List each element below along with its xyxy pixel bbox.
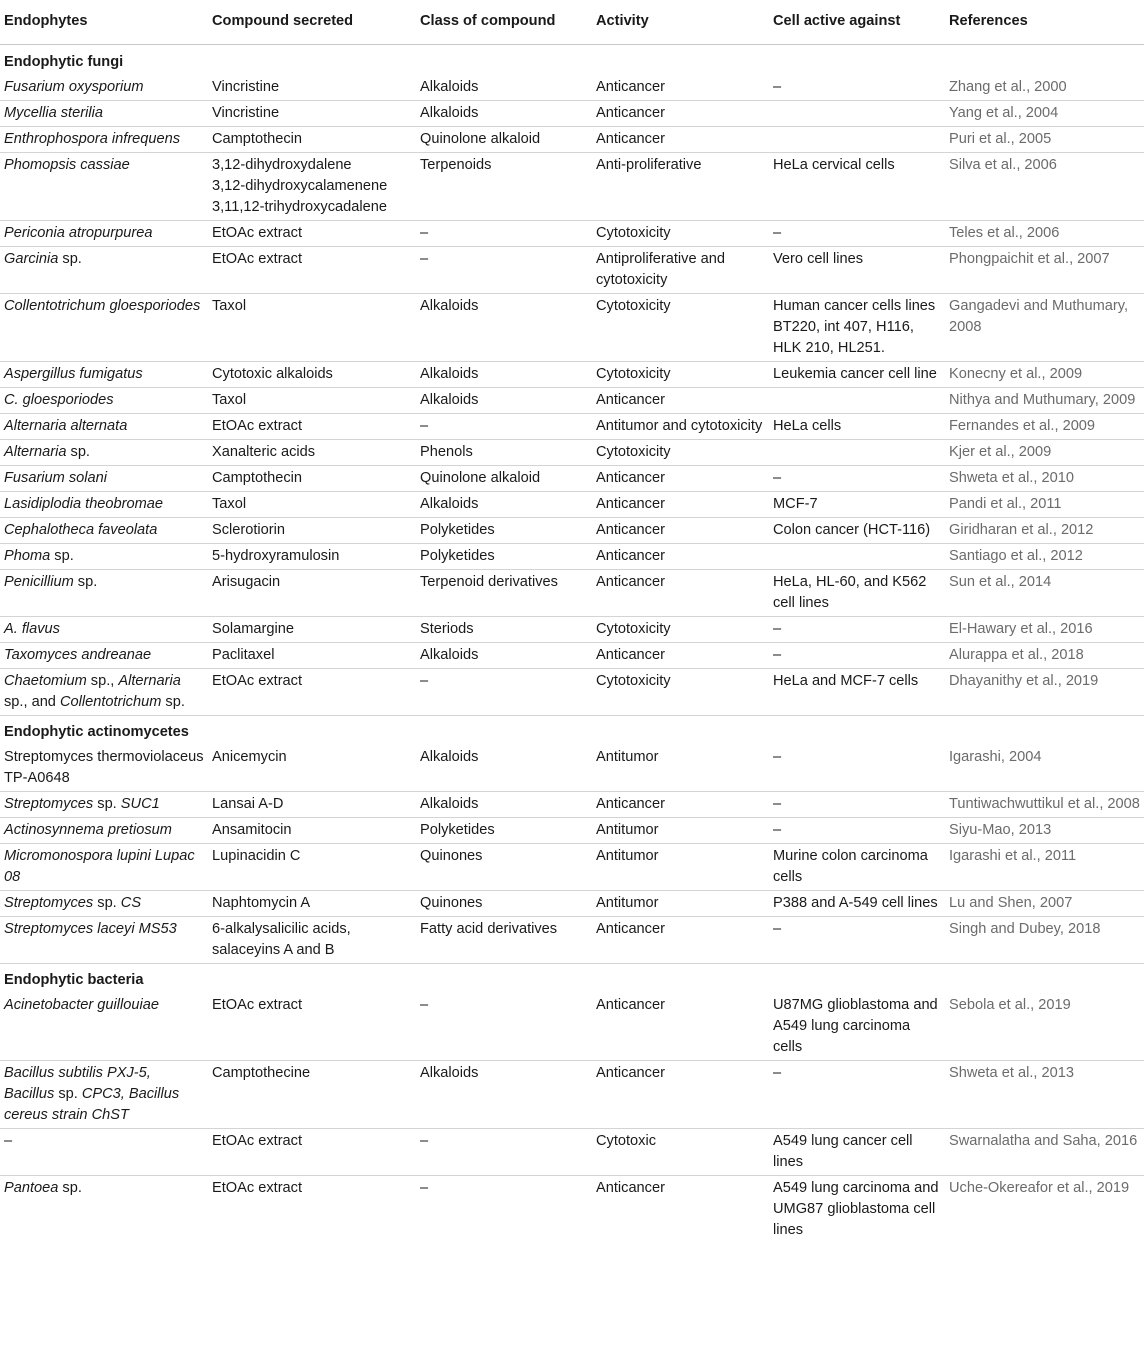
table-row [0, 617, 1144, 643]
endophyte-name-part: Phoma [4, 548, 51, 564]
table-row [0, 294, 1144, 362]
compound-name: EtOAc extract [212, 251, 303, 267]
compound-name: 5-hydroxyramulosin [212, 548, 340, 564]
cell-endophyte [0, 440, 208, 466]
cell-activity: Anticancer [592, 101, 769, 127]
cell-activity: Antitumor [592, 818, 769, 844]
table-row [0, 844, 1144, 891]
table-row [0, 1176, 1144, 1244]
endophyte-name-part: sp. [93, 895, 121, 911]
compound-name: Naphtomycin A [212, 895, 311, 911]
cell-reference: Teles et al., 2006 [945, 221, 1144, 247]
cell-endophyte [0, 153, 208, 221]
cell-active-against: HeLa, HL-60, and K562 cell lines [769, 570, 945, 617]
cell-endophyte [0, 414, 208, 440]
cell-activity: Antitumor and cytotoxicity [592, 414, 769, 440]
compound-name: Sclerotiorin [212, 522, 285, 538]
table-row [0, 221, 1144, 247]
table-row [0, 75, 1144, 101]
cell-class-of-compound: Quinolone alkaloid [416, 127, 592, 153]
cell-activity: Anticancer [592, 127, 769, 153]
cell-compound-secreted [208, 518, 416, 544]
endophyte-name-part: sp. [50, 548, 74, 564]
endophyte-name-part: sp. [73, 574, 98, 590]
cell-compound-secreted [208, 1061, 416, 1129]
endophyte-name-part: Fusarium solani [4, 470, 108, 486]
cell-activity: Cytotoxicity [592, 294, 769, 362]
cell-activity: Anticancer [592, 570, 769, 617]
endophyte-name-part: CPC3, Bacillus cereus strain ChST [4, 1086, 180, 1123]
cell-endophyte [0, 492, 208, 518]
cell-compound-secreted [208, 570, 416, 617]
compound-name: Camptothecine [212, 1065, 311, 1081]
endophyte-name-part: Chaetomium [4, 673, 87, 689]
endophyte-name-part: Periconia atropurpurea [4, 225, 153, 241]
cell-active-against: – [769, 221, 945, 247]
cell-active-against [769, 101, 945, 127]
cell-activity: Antitumor [592, 745, 769, 792]
cell-activity: Antiproliferative and cytotoxicity [592, 247, 769, 294]
cell-class-of-compound: Polyketides [416, 544, 592, 570]
cell-compound-secreted [208, 75, 416, 101]
section-header-row [0, 45, 1144, 76]
cell-reference: Puri et al., 2005 [945, 127, 1144, 153]
endophyte-name-part: Alternaria [118, 673, 181, 689]
cell-compound-secreted [208, 153, 416, 221]
cell-active-against: – [769, 792, 945, 818]
cell-activity: Anticancer [592, 544, 769, 570]
endophyte-name-part: Phomopsis cassiae [4, 157, 130, 173]
endophyte-name-part: A. flavus [4, 621, 60, 637]
cell-activity: Anti-proliferative [592, 153, 769, 221]
cell-active-against: P388 and A-549 cell lines [769, 891, 945, 917]
cell-class-of-compound: Polyketides [416, 818, 592, 844]
cell-compound-secreted [208, 792, 416, 818]
compound-name: EtOAc extract [212, 673, 303, 689]
cell-active-against: – [769, 1061, 945, 1129]
cell-class-of-compound: Phenols [416, 440, 592, 466]
endophyte-name-part: SUC1 [120, 796, 160, 812]
compound-name: EtOAc extract [212, 225, 303, 241]
table-row [0, 1129, 1144, 1176]
cell-endophyte [0, 891, 208, 917]
cell-activity: Cytotoxicity [592, 617, 769, 643]
cell-endophyte [0, 669, 208, 716]
endophyte-name-part: Streptomyces [4, 895, 94, 911]
cell-reference: Lu and Shen, 2007 [945, 891, 1144, 917]
endophyte-name-part: Collentotrichum gloesporiodes [4, 298, 201, 314]
table-row [0, 440, 1144, 466]
endophyte-name-part: CS [120, 895, 142, 911]
endophyte-name-part: Enthrophospora infrequens [4, 131, 181, 147]
cell-endophyte [0, 818, 208, 844]
section-title: Endophytic actinomycetes [4, 724, 189, 740]
cell-active-against: A549 lung carcinoma and UMG87 glioblastoma cell lines [773, 1180, 939, 1238]
cell-endophyte [0, 75, 208, 101]
compound-name: Taxol [212, 298, 247, 314]
endophyte-name-part: Mycellia sterilia [4, 105, 103, 121]
table-row [0, 993, 1144, 1061]
endophyte-name-part: Garcinia [4, 251, 59, 267]
table-row [0, 917, 1144, 964]
cell-class-of-compound: Alkaloids [416, 1061, 592, 1129]
cell-endophyte [0, 745, 208, 792]
cell-active-against [769, 544, 945, 570]
cell-class-of-compound: Polyketides [416, 518, 592, 544]
cell-active-against: – [769, 617, 945, 643]
cell-endophyte [0, 1129, 208, 1176]
cell-reference: El-Hawary et al., 2016 [945, 617, 1144, 643]
cell-compound-secreted [208, 440, 416, 466]
endophyte-name-part: Bacillus subtilis PXJ-5, Bacillus [4, 1065, 151, 1102]
cell-reference: Giridharan et al., 2012 [945, 518, 1144, 544]
table-row [0, 818, 1144, 844]
table-row [0, 792, 1144, 818]
endophyte-name-part: Streptomyces laceyi MS53 [4, 921, 177, 937]
endophyte-name-part: sp., [86, 673, 119, 689]
compound-name: 3,11,12-trihydroxycadalene [212, 199, 387, 215]
cell-reference: Pandi et al., 2011 [945, 492, 1144, 518]
section-title: Endophytic bacteria [4, 972, 144, 988]
cell-class-of-compound: Steriods [416, 617, 592, 643]
cell-endophyte [0, 221, 208, 247]
endophyte-name-part: C. gloesporiodes [4, 392, 114, 408]
cell-activity: Cytotoxicity [592, 221, 769, 247]
table-row [0, 414, 1144, 440]
compound-name: Ansamitocin [212, 822, 292, 838]
cell-reference: Fernandes et al., 2009 [945, 414, 1144, 440]
header-class-of-compound: Class of compound [416, 0, 592, 45]
endophyte-name-part: Micromonospora lupini Lupac 08 [4, 848, 195, 885]
cell-class-of-compound: Alkaloids [416, 388, 592, 414]
compound-name: Cytotoxic alkaloids [212, 366, 333, 382]
cell-endophyte [0, 917, 208, 964]
cell-active-against: HeLa cells [769, 414, 945, 440]
cell-class-of-compound: Fatty acid derivatives [416, 917, 592, 964]
compound-name: Anicemycin [212, 749, 287, 765]
cell-reference: Gangadevi and Muthumary, 2008 [945, 294, 1144, 362]
cell-active-against: Human cancer cells lines BT220, int 407, H116, HLK 210, HL251. [769, 294, 945, 362]
cell-activity: Cytotoxic [592, 1129, 769, 1176]
compound-name: Arisugacin [212, 574, 281, 590]
cell-reference: Uche-Okereafor et al., 2019 [949, 1180, 1130, 1196]
compound-name: Lupinacidin C [212, 848, 301, 864]
endophyte-name-part: Streptomyces [4, 796, 94, 812]
cell-active-against: – [769, 818, 945, 844]
cell-compound-secreted [208, 917, 416, 964]
header-cell-active-against: Cell active against [769, 0, 945, 45]
cell-class-of-compound: Quinones [416, 844, 592, 891]
cell-reference: Shweta et al., 2010 [945, 466, 1144, 492]
endophyte-name-part: Alternaria [4, 444, 67, 460]
cell-endophyte [0, 792, 208, 818]
cell-class-of-compound: – [416, 993, 592, 1061]
endophyte-name-part: sp. [161, 694, 185, 710]
cell-compound-secreted [208, 388, 416, 414]
table-row [0, 466, 1144, 492]
cell-reference: Silva et al., 2006 [945, 153, 1144, 221]
cell-endophyte [0, 1061, 208, 1129]
endophyte-name-part: Cephalotheca faveolata [4, 522, 158, 538]
compound-name: Camptothecin [212, 470, 303, 486]
cell-endophyte [0, 617, 208, 643]
cell-activity: Anticancer [596, 1180, 665, 1196]
cell-reference: Siyu-Mao, 2013 [945, 818, 1144, 844]
cell-endophyte [0, 388, 208, 414]
cell-active-against: – [769, 466, 945, 492]
cell-reference: Sun et al., 2014 [945, 570, 1144, 617]
compound-name: EtOAc extract [212, 1133, 303, 1149]
cell-endophyte [0, 101, 208, 127]
cell-activity: Antitumor [592, 844, 769, 891]
compound-name: Vincristine [212, 79, 280, 95]
cell-active-against [769, 388, 945, 414]
cell-class-of-compound: Alkaloids [416, 792, 592, 818]
cell-reference: Konecny et al., 2009 [945, 362, 1144, 388]
cell-class-of-compound: Alkaloids [416, 75, 592, 101]
cell-endophyte [0, 466, 208, 492]
cell-endophyte [0, 844, 208, 891]
endophyte-name-part: Pantoea [4, 1180, 59, 1196]
cell-activity: Cytotoxicity [592, 669, 769, 716]
compound-name: Camptothecin [212, 131, 303, 147]
cell-compound-secreted [208, 466, 416, 492]
cell-active-against: – [769, 745, 945, 792]
cell-reference: Dhayanithy et al., 2019 [945, 669, 1144, 716]
cell-active-against: Murine colon carcinoma cells [769, 844, 945, 891]
table-body [0, 45, 1144, 1244]
cell-active-against: Leukemia cancer cell line [769, 362, 945, 388]
cell-class-of-compound: Quinones [416, 891, 592, 917]
table-row [0, 643, 1144, 669]
cell-active-against: – [769, 917, 945, 964]
cell-reference: Phongpaichit et al., 2007 [945, 247, 1144, 294]
cell-compound-secreted [208, 643, 416, 669]
cell-class-of-compound: Alkaloids [416, 362, 592, 388]
compound-name: Xanalteric acids [212, 444, 316, 460]
cell-endophyte [0, 362, 208, 388]
cell-compound-secreted [208, 544, 416, 570]
cell-reference: Singh and Dubey, 2018 [945, 917, 1144, 964]
cell-active-against: MCF-7 [769, 492, 945, 518]
cell-reference: Zhang et al., 2000 [945, 75, 1144, 101]
cell-reference: Shweta et al., 2013 [945, 1061, 1144, 1129]
endophyte-name-part: Actinosynnema pretiosum [4, 822, 172, 838]
table-row [0, 127, 1144, 153]
cell-compound-secreted [208, 492, 416, 518]
cell-activity: Anticancer [592, 993, 769, 1061]
endophyte-name-part: Collentotrichum [59, 694, 162, 710]
cell-endophyte [0, 1176, 208, 1244]
endophyte-name-part: Aspergillus fumigatus [4, 366, 143, 382]
cell-class-of-compound: Alkaloids [416, 294, 592, 362]
cell-class-of-compound: – [416, 669, 592, 716]
cell-activity: Anticancer [592, 388, 769, 414]
header-compound-secreted: Compound secreted [208, 0, 416, 45]
table-row [0, 518, 1144, 544]
compound-name: EtOAc extract [212, 997, 303, 1013]
compound-name: Taxol [212, 496, 247, 512]
compound-name: Taxol [212, 392, 247, 408]
cell-endophyte [0, 247, 208, 294]
cell-active-against: Vero cell lines [769, 247, 945, 294]
cell-endophyte [0, 643, 208, 669]
endophyte-name-part: Acinetobacter guillouiae [4, 997, 159, 1013]
compound-name: Vincristine [212, 105, 280, 121]
endophyte-name-part: sp. [58, 251, 82, 267]
cell-class-of-compound: Terpenoids [416, 153, 592, 221]
cell-compound-secreted [208, 818, 416, 844]
cell-compound-secreted [208, 891, 416, 917]
cell-activity: Anticancer [592, 792, 769, 818]
cell-active-against: – [769, 75, 945, 101]
endophyte-name-part: sp. [66, 444, 90, 460]
table-row [0, 891, 1144, 917]
table-row [0, 153, 1144, 221]
compound-name: Paclitaxel [212, 647, 275, 663]
header-activity: Activity [592, 0, 769, 45]
cell-reference: Swarnalatha and Saha, 2016 [945, 1129, 1144, 1176]
compound-name: Solamargine [212, 621, 294, 637]
table-row [0, 570, 1144, 617]
endophyte-name-part: Taxomyces andreanae [4, 647, 152, 663]
table-row [0, 745, 1144, 792]
table-row [0, 1061, 1144, 1129]
endophyte-name-part: – [4, 1133, 13, 1149]
cell-endophyte [0, 294, 208, 362]
cell-activity: Anticancer [592, 1061, 769, 1129]
endophyte-name-part: Penicillium [4, 574, 74, 590]
cell-compound-secreted [208, 127, 416, 153]
section-header-row [0, 964, 1144, 994]
cell-class-of-compound: – [416, 1129, 592, 1176]
cell-reference: Sebola et al., 2019 [945, 993, 1144, 1061]
compound-name: Lansai A-D [212, 796, 284, 812]
cell-active-against [769, 440, 945, 466]
endophyte-name-part: Alternaria alternata [4, 418, 128, 434]
cell-reference: Yang et al., 2004 [945, 101, 1144, 127]
cell-reference: Kjer et al., 2009 [945, 440, 1144, 466]
table-row [0, 492, 1144, 518]
endophyte-name-part: Lasidiplodia theobromae [4, 496, 164, 512]
endophyte-name-part: sp. [58, 1180, 82, 1196]
cell-endophyte [0, 570, 208, 617]
table-row [0, 362, 1144, 388]
cell-reference: Alurappa et al., 2018 [945, 643, 1144, 669]
cell-compound-secreted [208, 993, 416, 1061]
cell-activity: Anticancer [592, 917, 769, 964]
cell-class-of-compound: – [416, 221, 592, 247]
endophyte-name-part: sp., and [4, 694, 60, 710]
cell-active-against: HeLa cervical cells [769, 153, 945, 221]
header-row [0, 0, 1144, 45]
cell-reference: Igarashi et al., 2011 [945, 844, 1144, 891]
cell-class-of-compound: Alkaloids [416, 643, 592, 669]
table-row [0, 669, 1144, 716]
cell-activity: Anticancer [592, 492, 769, 518]
cell-class-of-compound: Alkaloids [416, 101, 592, 127]
cell-endophyte [0, 127, 208, 153]
cell-active-against: A549 lung cancer cell lines [769, 1129, 945, 1176]
cell-compound-secreted [208, 1176, 416, 1244]
cell-class-of-compound: Alkaloids [416, 492, 592, 518]
endophyte-name-part: sp. [54, 1086, 82, 1102]
compound-name: 6-alkalysalicilic acids, salaceyins A and B [212, 921, 351, 958]
endophyte-name-part: sp. [93, 796, 121, 812]
cell-class-of-compound: – [416, 414, 592, 440]
compound-name: EtOAc extract [212, 418, 303, 434]
cell-compound-secreted [208, 617, 416, 643]
cell-reference: Igarashi, 2004 [945, 745, 1144, 792]
cell-activity: Anticancer [592, 466, 769, 492]
header-endophytes: Endophytes [0, 0, 208, 45]
cell-activity: Anticancer [592, 75, 769, 101]
cell-reference: Nithya and Muthumary, 2009 [945, 388, 1144, 414]
cell-compound-secreted [208, 669, 416, 716]
cell-class-of-compound: Quinolone alkaloid [416, 466, 592, 492]
table-row [0, 247, 1144, 294]
compound-name: 3,12-dihydroxydalene [212, 157, 352, 173]
cell-activity: Cytotoxicity [592, 362, 769, 388]
compound-name: EtOAc extract [212, 1180, 303, 1196]
cell-class-of-compound: Terpenoid derivatives [416, 570, 592, 617]
cell-reference: Tuntiwachwuttikul et al., 2008 [945, 792, 1144, 818]
cell-activity: Anticancer [592, 518, 769, 544]
cell-endophyte [0, 544, 208, 570]
header-references: References [945, 0, 1144, 45]
cell-compound-secreted [208, 414, 416, 440]
cell-endophyte [0, 993, 208, 1061]
cell-active-against [769, 127, 945, 153]
cell-activity: Anticancer [592, 643, 769, 669]
cell-compound-secreted [208, 844, 416, 891]
cell-activity: Antitumor [592, 891, 769, 917]
cell-active-against: HeLa and MCF-7 cells [769, 669, 945, 716]
cell-active-against: Colon cancer (HCT-116) [769, 518, 945, 544]
cell-endophyte [0, 518, 208, 544]
cell-compound-secreted [208, 101, 416, 127]
cell-reference: Santiago et al., 2012 [945, 544, 1144, 570]
cell-class-of-compound: Alkaloids [416, 745, 592, 792]
endophyte-name-part: Streptomyces thermoviolaceus TP-A0648 [4, 749, 204, 786]
table-row [0, 388, 1144, 414]
cell-activity: Cytotoxicity [592, 440, 769, 466]
cell-active-against: – [769, 643, 945, 669]
section-header-row [0, 716, 1144, 746]
compound-name: 3,12-dihydroxycalamenene [212, 178, 388, 194]
cell-active-against: U87MG glioblastoma and A549 lung carcinoma cells [769, 993, 945, 1061]
cell-compound-secreted [208, 294, 416, 362]
table-row [0, 544, 1144, 570]
cell-compound-secreted [208, 247, 416, 294]
table-row [0, 101, 1144, 127]
cell-class-of-compound: – [420, 1180, 429, 1196]
section-title: Endophytic fungi [4, 54, 124, 70]
cell-class-of-compound: – [416, 247, 592, 294]
endophyte-name-part: Fusarium oxysporium [4, 79, 144, 95]
cell-compound-secreted [208, 362, 416, 388]
cell-compound-secreted [208, 1129, 416, 1176]
cell-compound-secreted [208, 745, 416, 792]
cell-compound-secreted [208, 221, 416, 247]
